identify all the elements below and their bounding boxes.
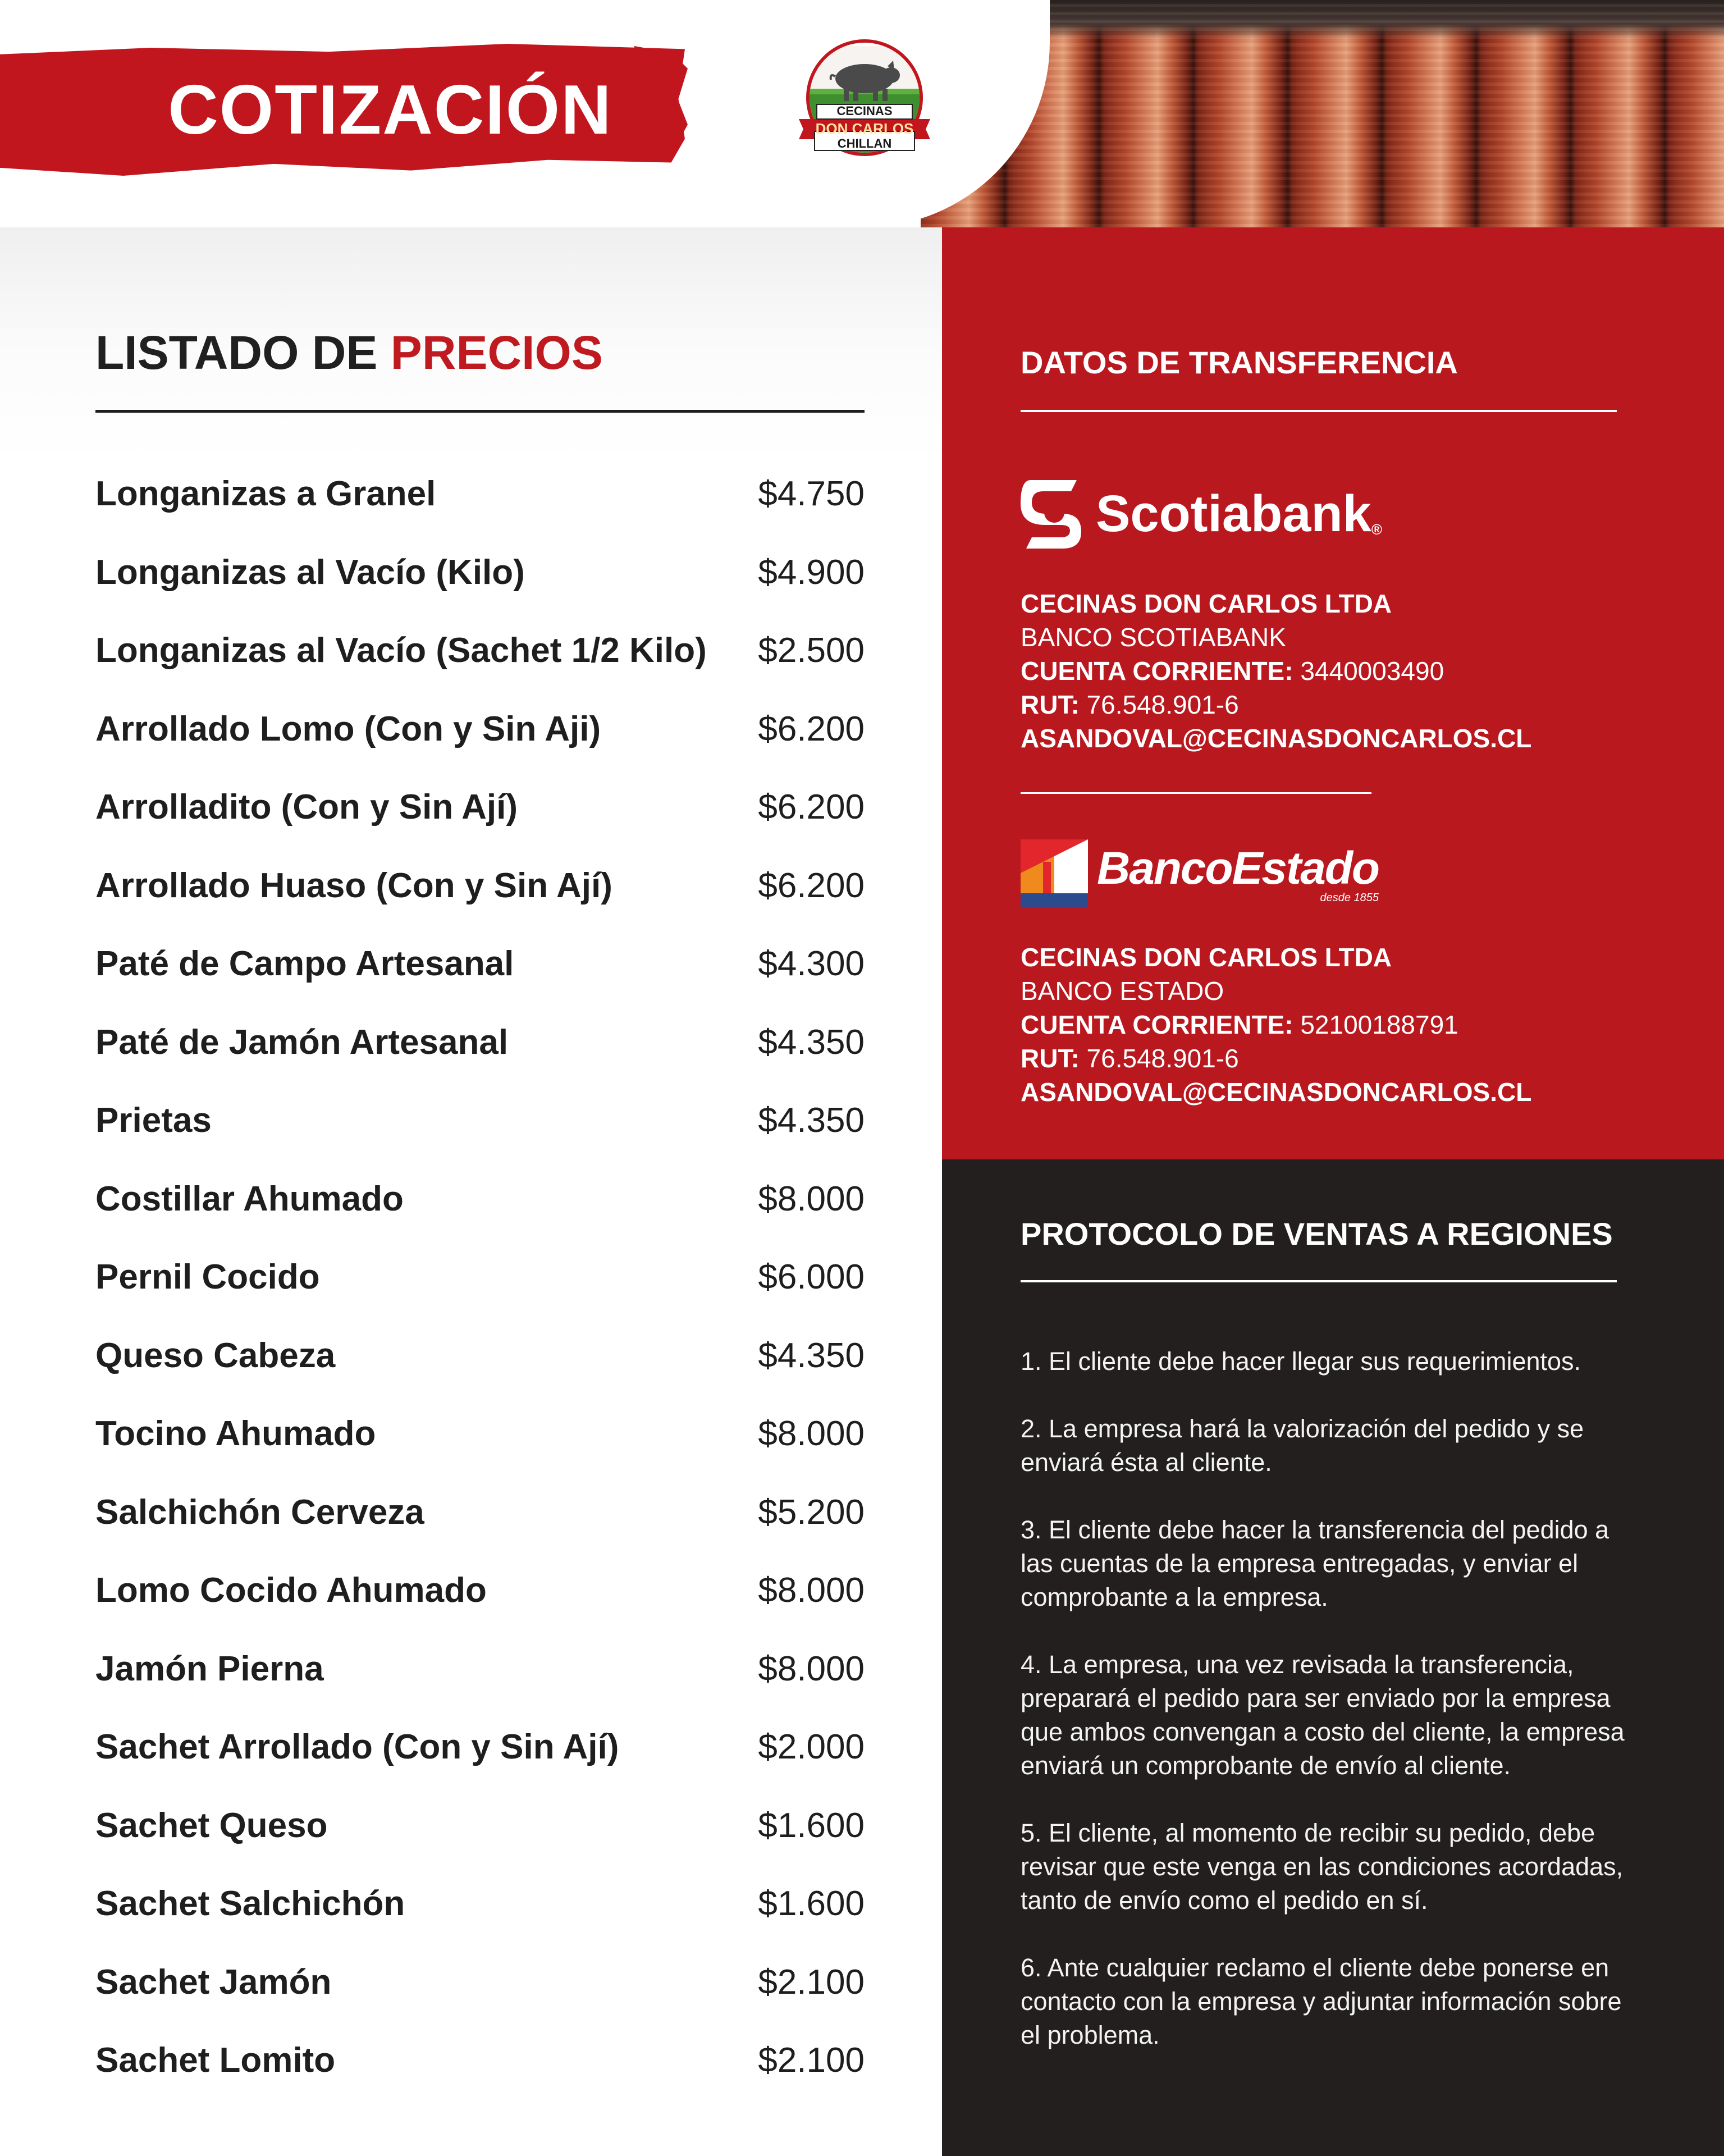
product-price: $1.600 [758,1806,865,1845]
product-name: Longanizas al Vacío (Sachet 1/2 Kilo) [95,631,707,670]
product-price: $6.200 [758,709,865,748]
price-row [95,1473,865,1552]
product-name: Lomo Cocido Ahumado [95,1571,487,1610]
product-price: $2.100 [758,1962,865,2002]
price-row [95,455,865,533]
product-price: $4.750 [758,474,865,514]
price-row [95,1551,865,1630]
protocol-step: 1. El cliente debe hacer llegar sus requerimientos. [1021,1347,1581,1376]
price-row [95,1238,865,1317]
price-row [95,1003,865,1082]
heading-divider [95,410,865,413]
rut-value: 76.548.901-6 [1086,690,1239,719]
price-row [95,1395,865,1473]
protocol-step: 4. La empresa, una vez revisada la transferencia, preparará el pedido para ser enviado por la empresa que ambos convengan a costo del cliente, la empresa enviará un comprobante de envío al cliente. [1021,1650,1625,1780]
product-price: $4.350 [758,1336,865,1375]
account-email: ASANDOVAL@CECINASDONCARLOS.CL [1021,724,1532,753]
account-label: CUENTA CORRIENTE: [1021,1010,1293,1039]
bancoestado-icon [1021,839,1088,907]
header [0,0,1724,227]
product-name: Salchichón Cerveza [95,1492,424,1532]
product-name: Paté de Campo Artesanal [95,944,514,984]
sales-protocol-panel [942,1159,1724,2156]
bancoestado-tagline: desde 1855 [1320,891,1379,904]
protocol-step: 6. Ante cualquier reclamo el cliente debe ponerse en contacto con la empresa y adjuntar información sobre el problema. [1021,1953,1622,2049]
price-row [95,611,865,690]
price-list-section [0,227,942,2156]
product-name: Sachet Jamón [95,1962,332,2002]
account-holder: CECINAS DON CARLOS LTDA [1021,589,1392,618]
product-name: Tocino Ahumado [95,1414,376,1454]
scotiabank-account-details [1021,587,1666,755]
price-row [95,925,865,1003]
product-name: Longanizas al Vacío (Kilo) [95,552,525,592]
product-price: $6.000 [758,1258,865,1297]
transfer-data-panel [942,227,1724,1159]
rut-label: RUT: [1021,1044,1080,1073]
heading-part-2: PRECIOS [390,326,603,379]
product-name: Prietas [95,1101,212,1140]
product-price: $5.200 [758,1492,865,1532]
protocol-step: 3. El cliente debe hacer la transferencia del pedido a las cuentas de la empresa entregadas, y enviar el comprobante a la empresa. [1021,1515,1609,1611]
heading-part-1: LISTADO DE [95,326,378,379]
product-price: $6.200 [758,788,865,827]
product-price: $1.600 [758,1884,865,1924]
product-name: Sachet Arrollado (Con y Sin Ají) [95,1728,619,1767]
svg-text:DON CARLOS: DON CARLOS [815,120,914,137]
product-price: $2.000 [758,1728,865,1767]
account-label: CUENTA CORRIENTE: [1021,656,1293,686]
product-name: Arrollado Huaso (Con y Sin Ají) [95,866,612,905]
account-holder: CECINAS DON CARLOS LTDA [1021,943,1392,972]
price-list-heading [95,326,603,380]
price-row [95,2021,865,2100]
account-email: ASANDOVAL@CECINASDONCARLOS.CL [1021,1077,1532,1107]
product-price: $4.900 [758,552,865,592]
protocol-heading-divider [1021,1280,1617,1282]
svg-text:CECINAS: CECINAS [836,104,893,118]
product-price: $8.000 [758,1649,865,1688]
product-price: $2.100 [758,2041,865,2080]
product-name: Sachet Lomito [95,2041,336,2080]
product-price: $8.000 [758,1414,865,1454]
transfer-heading-divider [1021,410,1617,412]
bank-name: BANCO ESTADO [1021,976,1224,1006]
bank-name: BANCO SCOTIABANK [1021,623,1286,652]
product-price: $8.000 [758,1179,865,1218]
product-price: $4.350 [758,1022,865,1062]
price-row [95,1865,865,1943]
bancoestado-account-details [1021,940,1666,1109]
price-row [95,533,865,612]
price-row [95,1317,865,1395]
svg-text:CHILLAN: CHILLAN [837,136,892,150]
protocol-heading: PROTOCOLO DE VENTAS A REGIONES [1021,1216,1613,1251]
price-row [95,1160,865,1239]
bancoestado-logo [1021,839,1379,907]
transfer-heading: DATOS DE TRANSFERENCIA [1021,345,1458,380]
price-row [95,1943,865,2022]
product-name: Sachet Salchichón [95,1884,405,1924]
product-price: $4.300 [758,944,865,984]
price-row [95,1787,865,1865]
product-price: $2.500 [758,631,865,670]
product-price: $6.200 [758,866,865,905]
protocol-step: 2. La empresa hará la valorización del pedido y se enviará ésta al cliente. [1021,1414,1584,1477]
protocol-steps [1021,1345,1632,2086]
product-name: Paté de Jamón Artesanal [95,1022,509,1062]
product-price: $8.000 [758,1571,865,1610]
product-name: Arrolladito (Con y Sin Ají) [95,788,518,827]
price-row [95,690,865,769]
price-row [95,847,865,925]
bank-divider [1021,792,1371,794]
protocol-step: 5. El cliente, al momento de recibir su pedido, debe revisar que este venga en las condiciones acordadas, tanto de envío como el pedido en sí. [1021,1819,1624,1915]
rut-label: RUT: [1021,690,1080,719]
product-price: $4.350 [758,1101,865,1140]
scotiabank-s-icon [1021,474,1088,553]
rut-value: 76.548.901-6 [1086,1044,1239,1073]
company-logo [789,35,940,164]
account-number: 3440003490 [1300,656,1444,686]
registered-mark: ® [1371,521,1382,538]
scotiabank-logo [1021,474,1382,553]
product-name: Longanizas a Granel [95,474,436,514]
price-row [95,768,865,847]
product-name: Sachet Queso [95,1806,328,1845]
bancoestado-name: BancoEstado [1097,842,1379,894]
price-row [95,1081,865,1160]
product-name: Costillar Ahumado [95,1179,404,1218]
product-name: Arrollado Lomo (Con y Sin Aji) [95,709,601,748]
document-title: COTIZACIÓN [168,71,612,149]
price-list [95,455,865,2100]
product-name: Jamón Pierna [95,1649,324,1688]
product-name: Pernil Cocido [95,1258,320,1297]
account-number: 52100188791 [1300,1010,1458,1039]
scotiabank-name: Scotiabank [1096,485,1371,542]
price-row [95,1630,865,1709]
price-row [95,1708,865,1787]
product-name: Queso Cabeza [95,1336,336,1375]
